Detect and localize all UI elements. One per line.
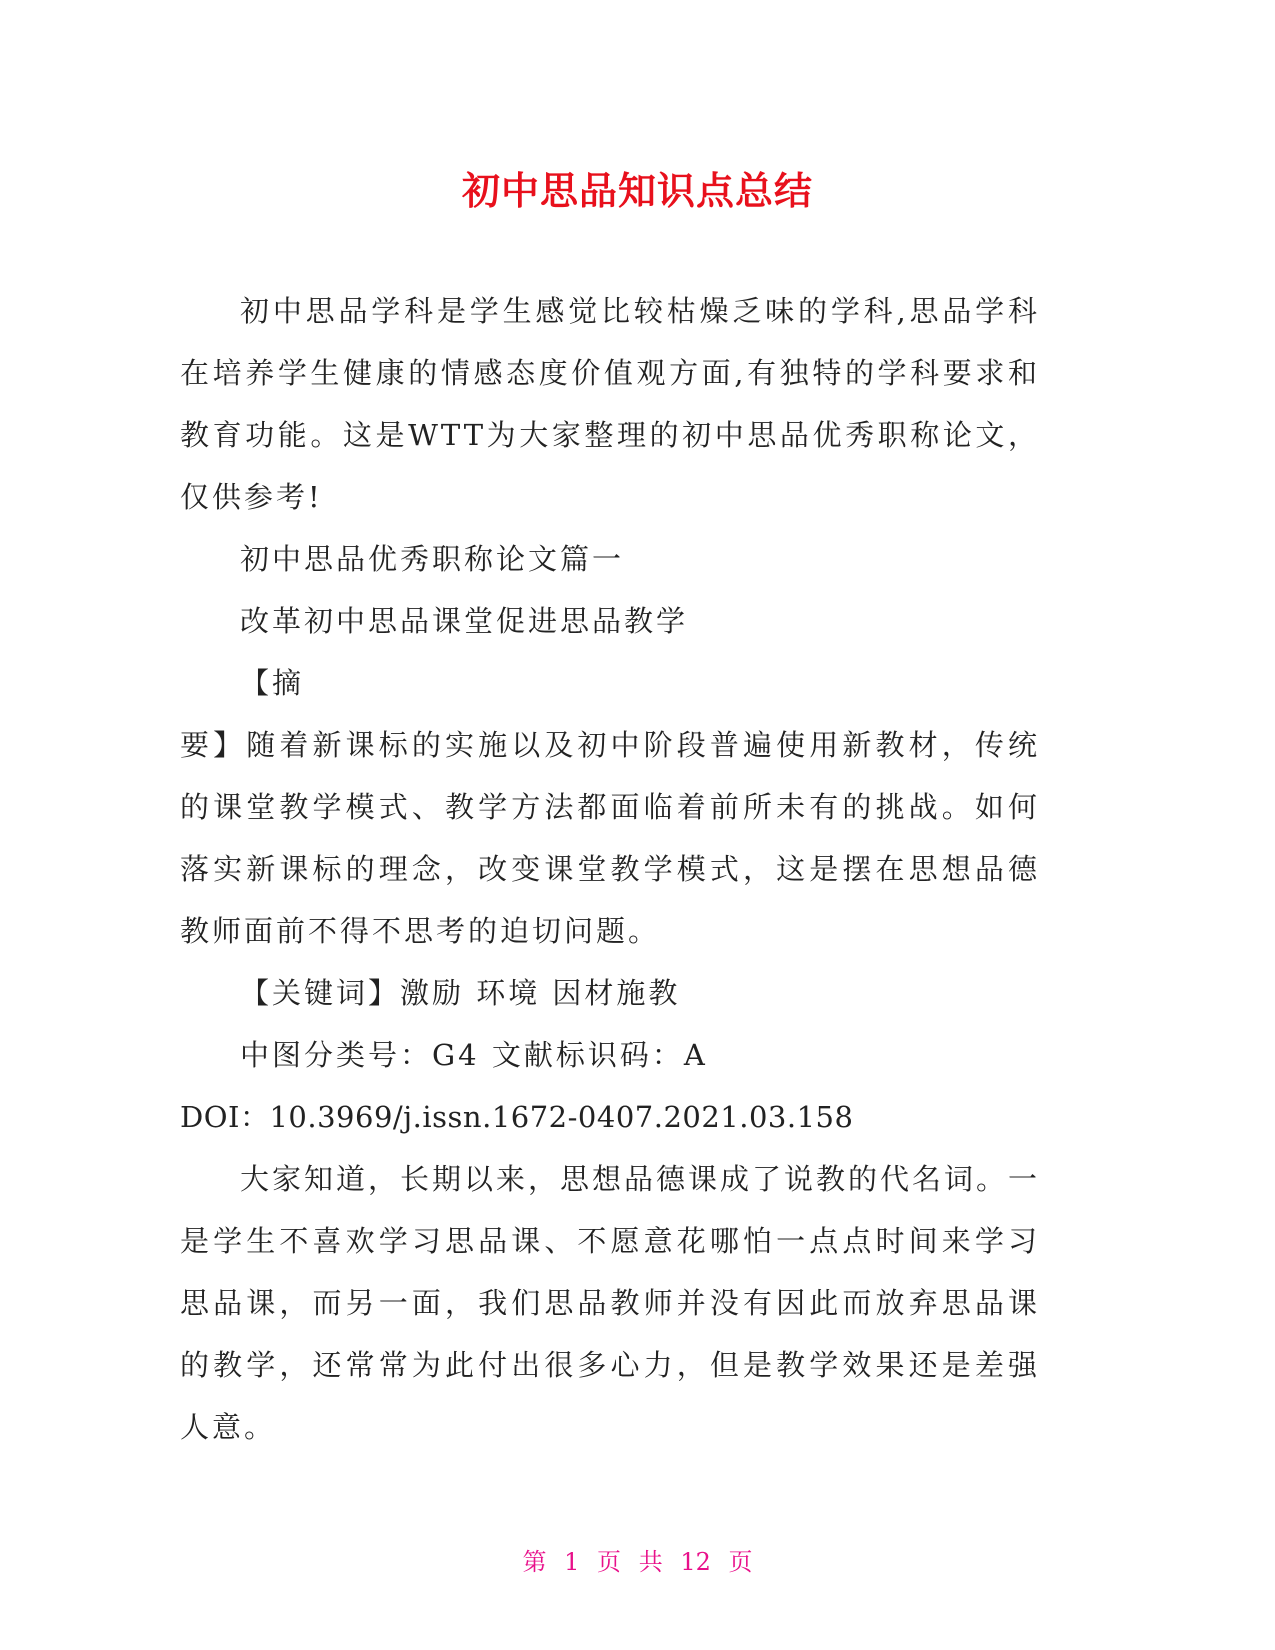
footer-total-pages: 12 [680,1548,711,1576]
abstract-paragraph: 要】随着新课标的实施以及初中阶段普遍使用新教材，传统的课堂教学模式、教学方法都面临着前所未有的挑战。如何落实新课标的理念，改变课堂教学模式，这是摆在思想品德教师面前不得不思考的迫切问题。 [180,728,1040,948]
footer-current-page: 1 [564,1548,580,1576]
classification-line: 中图分类号：G4 文献标识码：A [240,1038,708,1072]
body-paragraph: 大家知道，长期以来，思想品德课成了说教的代名词。一是学生不喜欢学习思品课、不愿意花哪怕一点点时间来学习思品课，而另一面，我们思品教师并没有因此而放弃思品课的教学，还常常为此付出很多心力，但是教学效果还是差强人意。 [180,1162,1041,1444]
article-title: 改革初中思品课堂促进思品教学 [240,604,689,638]
section-heading: 初中思品优秀职称论文篇一 [240,542,625,576]
footer-prefix: 第 [522,1548,547,1576]
document-title: 初中思品知识点总结 [461,169,813,213]
footer-total-word: 共 [638,1548,663,1576]
page-footer [0,1542,1275,1577]
doi-line: DOI：10.3969/j.issn.1672-0407.2021.03.158 [180,1100,854,1134]
abstract-label: 【摘 [240,666,305,700]
footer-page-word: 页 [597,1548,622,1576]
intro-paragraph: 初中思品学科是学生感觉比较枯燥乏味的学科,思品学科在培养学生健康的情感态度价值观方面,有独特的学科要求和教育功能。这是WTT为大家整理的初中思品优秀职称论文，仅供参考! [180,294,1040,514]
document-body [180,280,1040,1458]
footer-suffix: 页 [728,1548,753,1576]
keywords-line: 【关键词】激励 环境 因材施教 [240,976,681,1010]
